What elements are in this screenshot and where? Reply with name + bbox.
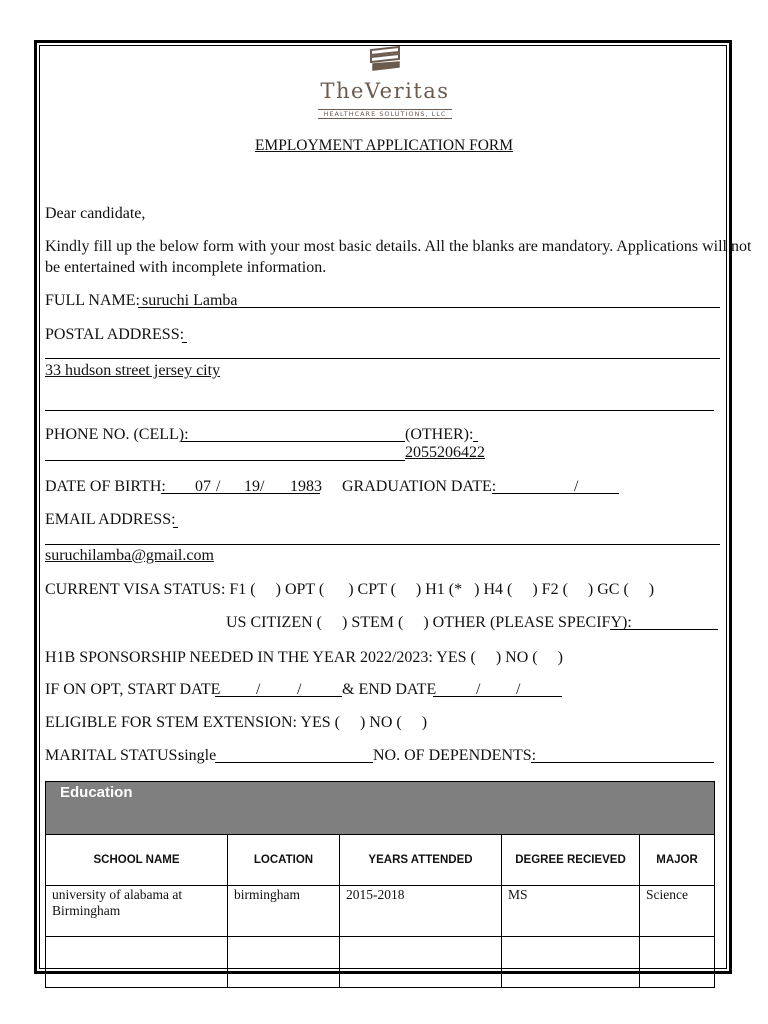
postal-address-field[interactable]: 33 hudson street jersey city xyxy=(45,362,221,379)
postal-address-line-1 xyxy=(45,358,720,359)
dob-label: DATE OF BIRTH: xyxy=(45,478,166,495)
phone-other-field[interactable]: 2055206422 xyxy=(405,444,485,461)
phone-cell-field[interactable] xyxy=(181,441,405,442)
visa-status-line-2: US CITIZEN ( ) STEM ( ) OTHER (PLEASE SPECIFY): xyxy=(226,614,632,631)
column-header-degree: DEGREE RECIEVED xyxy=(502,835,640,886)
intro-line-2: be entertained with incomplete information. xyxy=(45,259,327,276)
grad-slash: / xyxy=(574,478,579,495)
full-name-field[interactable]: suruchi Lamba xyxy=(142,292,238,309)
marital-status-field[interactable]: single xyxy=(178,747,217,764)
marital-status-label: MARITAL STATUS: xyxy=(45,747,182,764)
location-cell[interactable]: birmingham xyxy=(228,886,340,937)
major-cell[interactable]: Science xyxy=(640,886,715,937)
stem-extension: ELIGIBLE FOR STEM EXTENSION: YES ( ) NO ( ) xyxy=(45,714,428,731)
dependents-label: NO. OF DEPENDENTS: xyxy=(373,747,537,764)
column-header-school: SCHOOL NAME xyxy=(46,835,228,886)
column-header-years: YEARS ATTENDED xyxy=(340,835,502,886)
postal-address-underline xyxy=(182,342,187,343)
opt-start-slash-2: / xyxy=(297,681,302,698)
opt-end-label: & END DATE xyxy=(342,681,437,698)
table-row xyxy=(46,937,715,988)
opt-start-field[interactable] xyxy=(215,696,342,697)
opt-end-slash-2: / xyxy=(516,681,521,698)
email-field[interactable]: suruchilamba@gmail.com xyxy=(45,547,214,564)
opt-start-label: IF ON OPT, START DATE xyxy=(45,681,221,698)
dependents-field[interactable] xyxy=(531,762,714,763)
graduation-date-field[interactable] xyxy=(492,493,619,494)
phone-other-label: (OTHER): xyxy=(405,426,474,443)
opt-end-field[interactable] xyxy=(433,696,562,697)
logo-brand: TheVeritas xyxy=(320,79,450,103)
logo-tagline: HEALTHCARE SOLUTIONS, LLC xyxy=(318,109,453,119)
email-underline xyxy=(173,527,178,528)
degree-cell[interactable] xyxy=(502,937,640,988)
phone-line xyxy=(45,460,405,461)
column-header-major: MAJOR xyxy=(640,835,715,886)
greeting: Dear candidate, xyxy=(45,205,146,222)
dob-year[interactable]: 1983 xyxy=(290,478,322,495)
marital-underline xyxy=(215,762,373,763)
degree-cell[interactable]: MS xyxy=(502,886,640,937)
opt-start-slash-1: / xyxy=(256,681,261,698)
column-header-location: LOCATION xyxy=(228,835,340,886)
major-cell[interactable] xyxy=(640,937,715,988)
visa-status-line-1: CURRENT VISA STATUS: F1 ( ) OPT ( ) CPT ( ) H1 (* ) H4 ( ) F2 ( ) GC ( ) xyxy=(45,581,655,598)
education-table xyxy=(45,781,715,988)
postal-address-line-2 xyxy=(45,410,714,411)
location-cell[interactable] xyxy=(228,937,340,988)
postal-address-label: POSTAL ADDRESS: xyxy=(45,326,185,343)
dob-month[interactable]: 07 xyxy=(195,478,211,495)
table-row xyxy=(46,886,715,937)
full-name-label: FULL NAME: xyxy=(45,292,140,309)
h1b-sponsorship: H1B SPONSORSHIP NEEDED IN THE YEAR 2022/2023: YES ( ) NO ( ) xyxy=(45,649,563,666)
visa-other-field[interactable] xyxy=(610,629,718,630)
opt-end-slash-1: / xyxy=(476,681,481,698)
page-title: EMPLOYMENT APPLICATION FORM xyxy=(254,137,514,154)
company-logo xyxy=(300,44,470,121)
dob-day[interactable]: 19 xyxy=(244,478,260,495)
years-attended-cell[interactable]: 2015-2018 xyxy=(340,886,502,937)
phone-other-underline xyxy=(473,441,478,442)
dob-slash-1: / xyxy=(216,478,221,495)
graduation-date-label: GRADUATION DATE: xyxy=(342,478,497,495)
books-icon xyxy=(365,44,405,74)
email-line xyxy=(45,544,720,545)
education-header: Education xyxy=(46,782,715,835)
education-column-headers xyxy=(46,835,715,886)
full-name-underline xyxy=(138,307,720,308)
dob-slash-2: / xyxy=(260,478,265,495)
intro-line-1: Kindly fill up the below form with your most basic details. All the blanks are mandatory. Applications will not xyxy=(45,238,752,255)
email-label: EMAIL ADDRESS: xyxy=(45,511,176,528)
years-attended-cell[interactable] xyxy=(340,937,502,988)
school-name-cell[interactable] xyxy=(46,937,228,988)
phone-cell-label: PHONE NO. (CELL): xyxy=(45,426,189,443)
school-name-cell[interactable]: university of alabama at Birmingham xyxy=(46,886,228,937)
